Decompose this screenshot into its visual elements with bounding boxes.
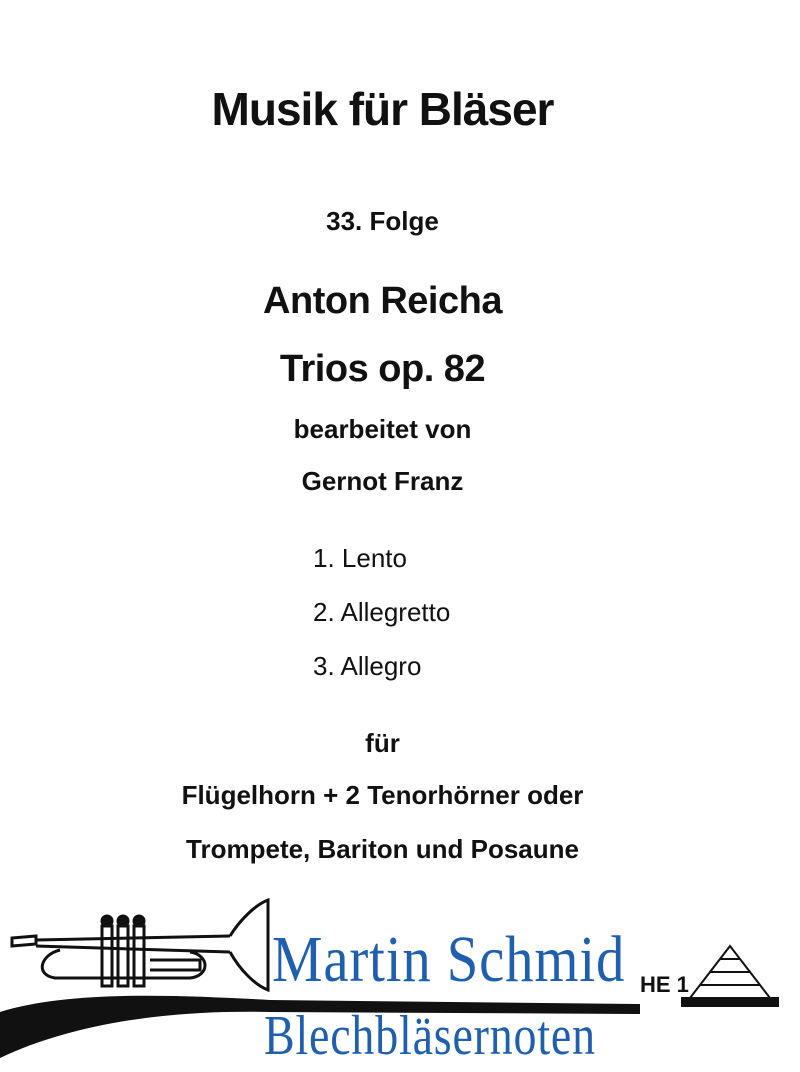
seller-subtitle: Blechbläsernoten [264, 1005, 596, 1067]
trumpet-icon [12, 900, 268, 990]
pyramid-logo-icon [682, 946, 778, 1006]
arranged-by-label: bearbeitet von [293, 414, 472, 444]
seller-name: Martin Schmid [272, 923, 626, 996]
series-number: 33. Folge [326, 206, 439, 236]
instrumentation-line: Trompete, Bariton und Posaune [186, 834, 579, 864]
for-label: für [365, 728, 400, 758]
movement-item: 2. Allegretto [313, 597, 451, 627]
composer-name: Anton Reicha [263, 280, 502, 322]
series-title: Musik für Bläser [211, 83, 554, 135]
movement-item: 1. Lento [313, 543, 407, 573]
movement-item: 3. Allegro [313, 651, 422, 681]
series-code: HE 1 [640, 972, 689, 997]
arranger-name: Gernot Franz [301, 466, 464, 496]
instrumentation-line: Flügelhorn + 2 Tenorhörner oder [181, 780, 584, 810]
work-title: Trios op. 82 [279, 348, 486, 390]
